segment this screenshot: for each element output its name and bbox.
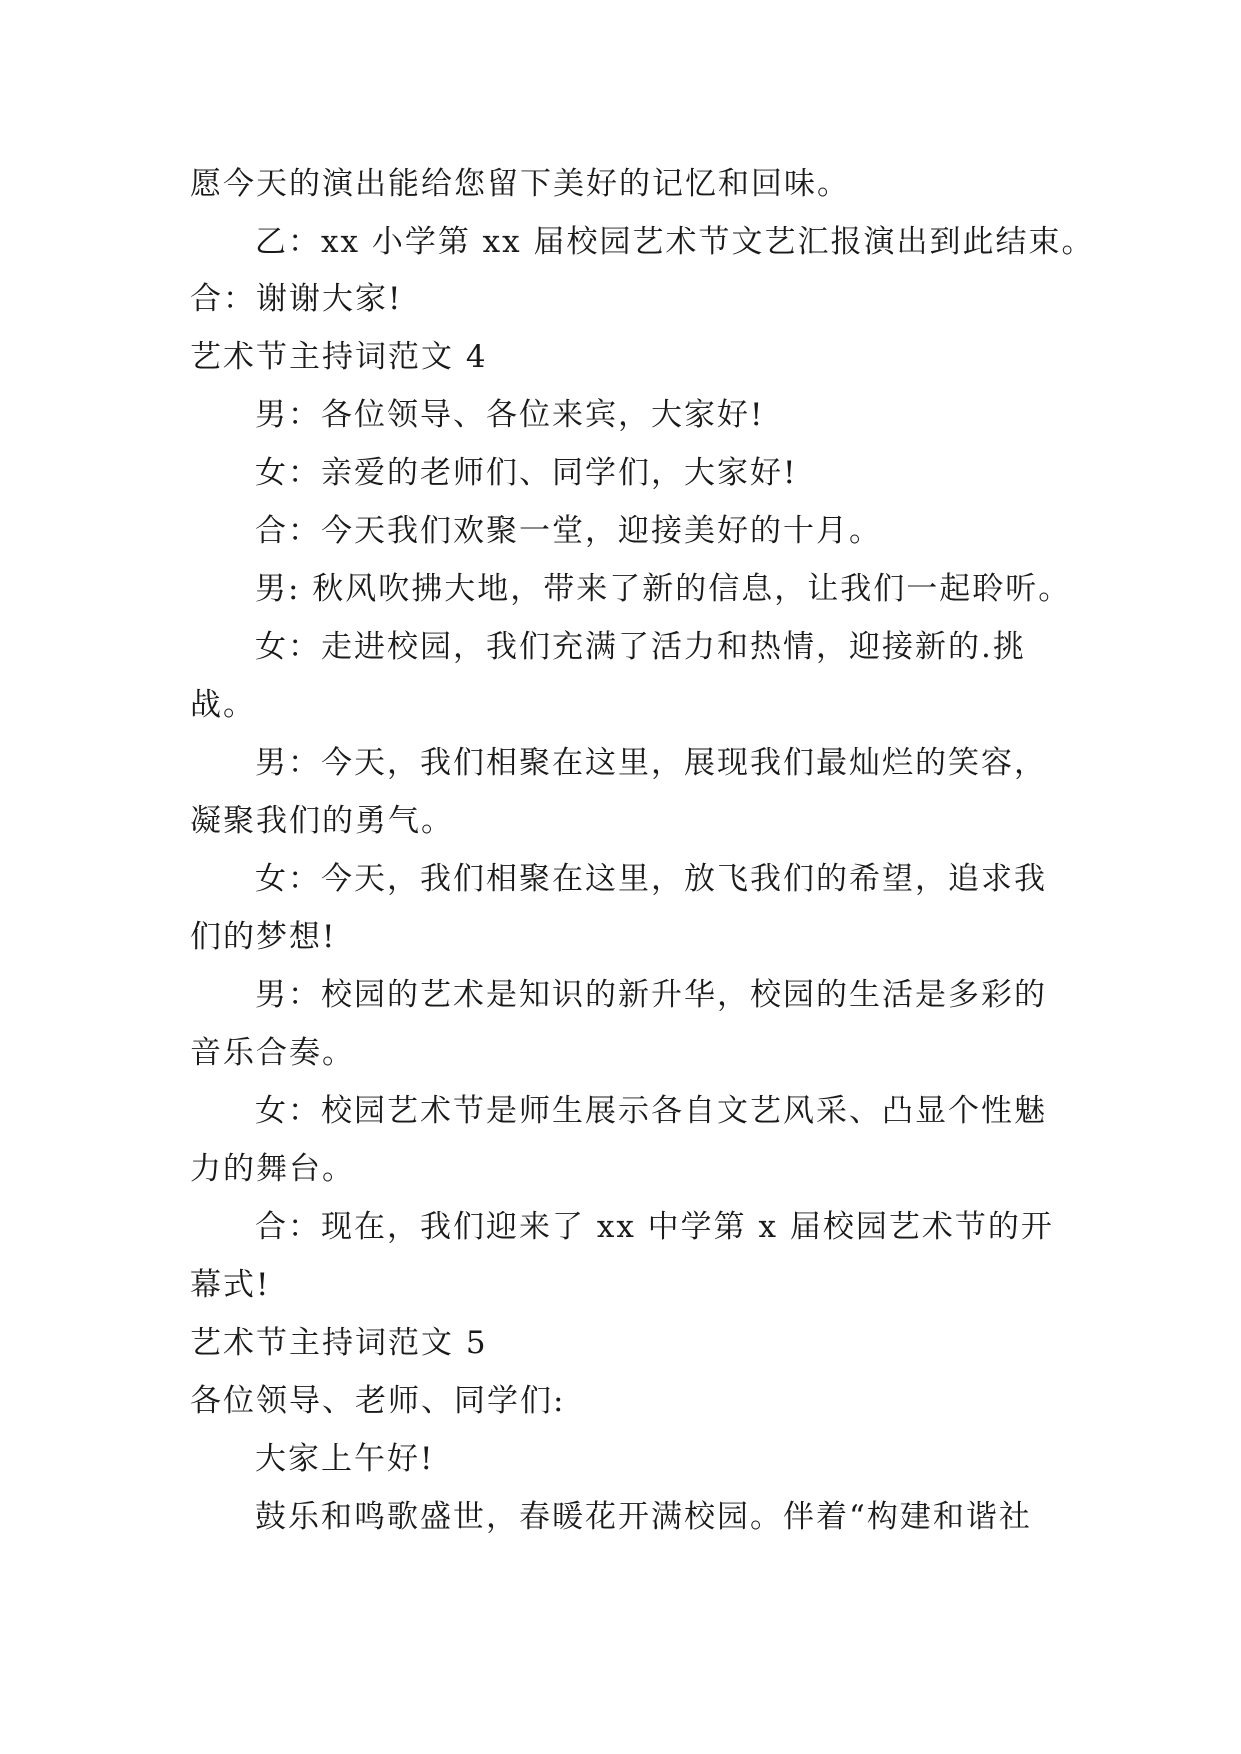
text-line: 男：校园的艺术是知识的新升华，校园的生活是多彩的 [255,977,1047,1013]
text-line: 愿今天的演出能给您留下美好的记忆和回味。 [190,166,850,202]
text-line: 幕式! [190,1267,271,1303]
text-line: 音乐合奏。 [190,1035,355,1071]
text-line: 男：今天，我们相聚在这里，展现我们最灿烂的笑容， [255,745,1047,781]
text-line: 合：谢谢大家! [190,281,403,317]
text-line: 女：今天，我们相聚在这里，放飞我们的希望，追求我 [255,861,1047,897]
section-heading: 艺术节主持词范文 4 [190,339,488,375]
text-line: 女：校园艺术节是师生展示各自文艺风采、凸显个性魅 [255,1093,1047,1129]
text-line: 乙：xx 小学第 xx 届校园艺术节文艺汇报演出到此结束。 [255,224,1095,260]
text-line: 力的舞台。 [190,1151,355,1187]
section-heading: 艺术节主持词范文 5 [190,1325,488,1361]
text-line: 男: 秋风吹拂大地，带来了新的信息，让我们一起聆听。 [255,571,1072,607]
text-line: 鼓乐和鸣歌盛世，春暖花开满校园。伴着“构建和谐社 [255,1499,1032,1535]
text-line: 大家上午好! [255,1441,435,1477]
text-line: 女：亲爱的老师们、同学们，大家好! [255,455,798,491]
text-line: 男：各位领导、各位来宾，大家好! [255,397,765,433]
text-line: 们的梦想! [190,919,337,955]
text-line: 合：今天我们欢聚一堂，迎接美好的十月。 [255,513,882,549]
text-line: 合：现在，我们迎来了 xx 中学第 x 届校园艺术节的开 [255,1209,1054,1245]
text-line: 凝聚我们的勇气。 [190,803,454,839]
text-line: 女：走进校园，我们充满了活力和热情，迎接新的.挑 [255,629,1026,665]
text-line: 各位领导、老师、同学们: [190,1383,566,1419]
text-line: 战。 [190,687,256,723]
